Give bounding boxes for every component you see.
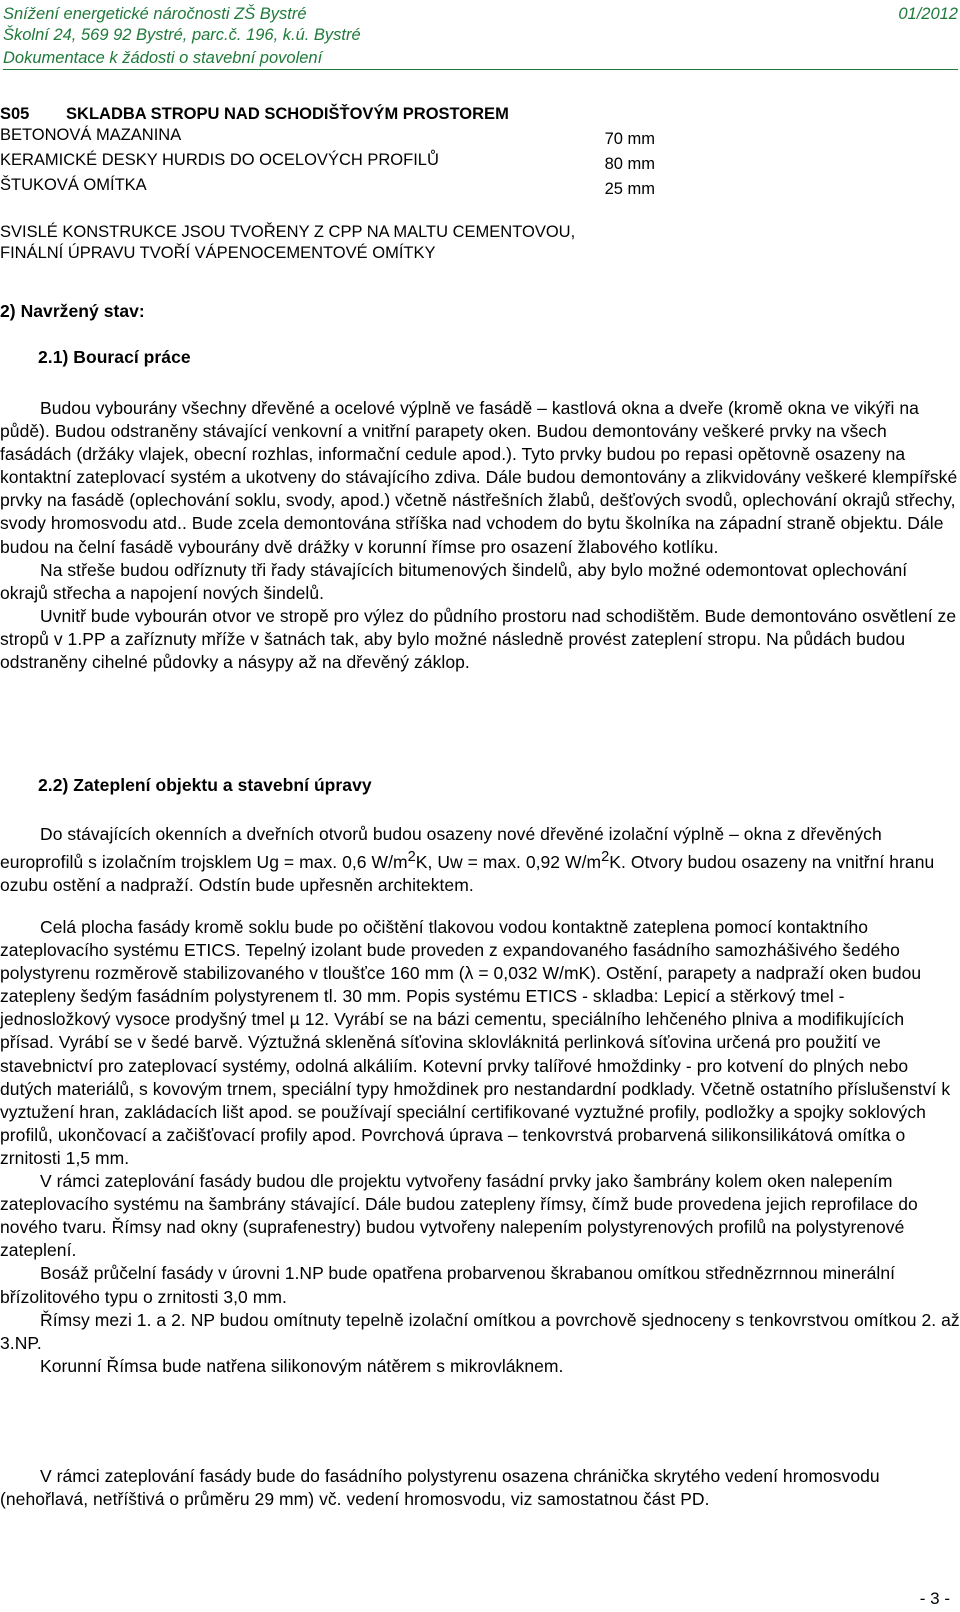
insulation-body [0,916,960,1378]
layer-name: KERAMICKÉ DESKY HURDIS DO OCELOVÝCH PROFILŮ [0,151,439,169]
paragraph: V rámci zateplování fasády budou dle projektu vytvořeny fasádní prvky jako šambrány kolem oken nalepením zateplovacího systému na šambrány stávající. Dále budou zatepleny římsy, čímž bude provedena jejich reprofilace do nového tvaru. Římsy nad okny (suprafenestry) budou vytvořeny nalepením polystyrenových profilů na polystyrenové zateplení. [0,1171,918,1261]
header-address: Školní 24, 569 92 Bystré, parc.č. 196, k.ú. Bystré [3,26,361,44]
layer-name: ŠTUKOVÁ OMÍTKA [0,176,147,194]
layer-name: BETONOVÁ MAZANINA [0,126,182,144]
s05-section [0,104,960,264]
header-date: 01/2012 [898,5,958,23]
layer-thickness: 80 mm [604,155,655,173]
s05-note-line2: FINÁLNÍ ÚPRAVU TVOŘÍ VÁPENOCEMENTOVÉ OMÍTKY [0,244,436,262]
layer-thickness: 25 mm [604,180,655,198]
paragraph: Budou vybourány všechny dřevěné a ocelové výplně ve fasádě – kastlová okna a dveře (kromě okna ve vikýři na půdě). Budou odstraněny stávající venkovní a vnitřní parapety oken. Budou demontovány veškeré prvky na všech fasádách (držáky vlajek, obecní rozhlas, informační cedule apod.). Tyto prvky budou po repasi opětovně osazeny na kontaktní zateplovací systém a ukotveny do stávajícího zdiva. Dále budou demontovány a zlikvidovány veškeré klempířské prvky na fasádě (oplechování soklu, svody, apod.) včetně nástřešních žlabů, dešťových svodů, oplechování okrajů střechy, svody hromosvodu atd.. Bude zcela demontována stříška nad vchodem do bytu školníka na západní straně objektu. Dále budou na čelní fasádě vybourány dvě drážky v korunní římse pro osazení žlabového kotlíku. [0,398,958,557]
layer-row [0,125,655,150]
section-heading-text: 2) Navržený stav: [0,301,145,321]
s05-title: S05 SKLADBA STROPU NAD SCHODIŠŤOVÝM PROSTOREM [0,105,509,123]
paragraph: V rámci zateplování fasády bude do fasádního polystyrenu osazena chránička skrytého vedení hromosvodu (nehořlavá, netříštivá o průměru 29 mm) vč. vedení hromosvodu, viz samostatnou část PD. [0,1466,880,1510]
header-project-title: Snížení energetické náročnosti ZŠ Bystré [3,5,307,23]
lightning-paragraph [0,1465,960,1511]
subsection-heading [38,774,938,797]
s05-note-line1: SVISLÉ KONSTRUKCE JSOU TVOŘENY Z CPP NA MALTU CEMENTOVOU, [0,223,576,241]
paragraph [0,823,960,897]
header-doc-type: Dokumentace k žádosti o stavební povolení [3,48,958,70]
paragraph: Bosáž průčelní fasády v úrovni 1.NP bude opatřena probarvenou škrabanou omítkou střednězrnnou minerální břízolitového typu o zrnitosti 3,0 mm. [0,1263,896,1307]
section-heading [0,300,960,323]
layer-row [0,175,655,200]
paragraph: Římsy mezi 1. a 2. NP budou omítnuty tepelně izolační omítkou a povrchově sjednoceny s tenkovrstvou omítkou 2. až 3.NP. [0,1309,960,1353]
paragraph: Uvnitř bude vybourán otvor ve stropě pro výlez do půdního prostoru nad schodištěm. Bude demontováno osvětlení ze stropů v 1.PP a zaříznuty mříže v šatnách tak, aby bylo možné následně provést zateplení stropu. Na půdách budou odstraněny cihelné půdovky a násypy až na dřevěný záklop. [0,605,957,673]
layer-thickness: 70 mm [604,130,655,148]
subsection-heading [38,346,938,369]
windows-text-3: K. Otvory budou osazeny na vnitřní hranu ozubu ostění a nadpraží. Odstín bude upřesněn architektem. [0,851,935,896]
subsection-demolition-title: 2.1) Bourací práce [38,347,191,367]
superscript: 2 [601,849,610,866]
page-number: - 3 - [919,1589,950,1608]
windows-paragraph [0,823,960,897]
page-header [3,4,958,70]
paragraph: Celá plocha fasády kromě soklu bude po očištění tlakovou vodou kontaktně zateplena pomocí kontaktního zateplovacího systému ETICS. Tepelný izolant bude proveden z expandovaného fasádního samozhášivého šedého polystyrenu rozměrově stabilizovaného v tloušťce 160 mm (λ = 0,032 W/mK). Ostění, parapety a nadpraží oken budou zatepleny šedým fasádním polystyrenem tl. 30 mm. Popis systému ETICS - skladba: Lepicí a stěrkový tmel - jednosložkový vysoce prodyšný tmel µ 12. Vyrábí se na bázi cementu, speciálního lehčeného plniva a modifikujících přísad. Vyrábí se v šedé barvě. Výztužná skleněná síťovina sklovláknitá perlinková síťovina určená pro použití ve stavebnictví pro zateplovací systémy, odolná alkáliím. Kotevní prvky talířové hmoždinky - pro kotvení do plných nebo dutých materiálů, s kovovým trnem, speciální typy hmoždinek pro nestandardní podklady. Včetně ostatního příslušenství k vyztužení hran, zakládacích lišt apod. se používají speciální certifikované vyztužné profily, podložky a spojky soklových profilů, ukončovací a začišťovací profily apod. Povrchová úprava – tenkovrstvá probarvená silikonsilikátová omítka o zrnitosti 1,5 mm. [0,917,951,1168]
layer-row [0,150,655,175]
windows-text-2: K, Uw = max. 0,92 W/m [415,851,602,872]
superscript: 2 [407,849,416,866]
subsection-insulation-title: 2.2) Zateplení objektu a stavební úpravy [38,775,372,795]
windows-text-1: Do stávajících okenních a dveřních otvorů budou osazeny nové dřevěné izolační výplně – okna z dřevěných europrofilů s izolačním trojsklem Ug = max. 0,6 W/m [0,824,882,872]
paragraph: Korunní Římsa bude natřena silikonovým nátěrem s mikrovláknem. [40,1355,564,1376]
paragraph: Na střeše budou odříznuty tři řady stávajících bitumenových šindelů, aby bylo možné odemontovat oplechování okrajů střecha a napojení nových šindelů. [0,559,908,603]
demolition-body [0,397,960,674]
